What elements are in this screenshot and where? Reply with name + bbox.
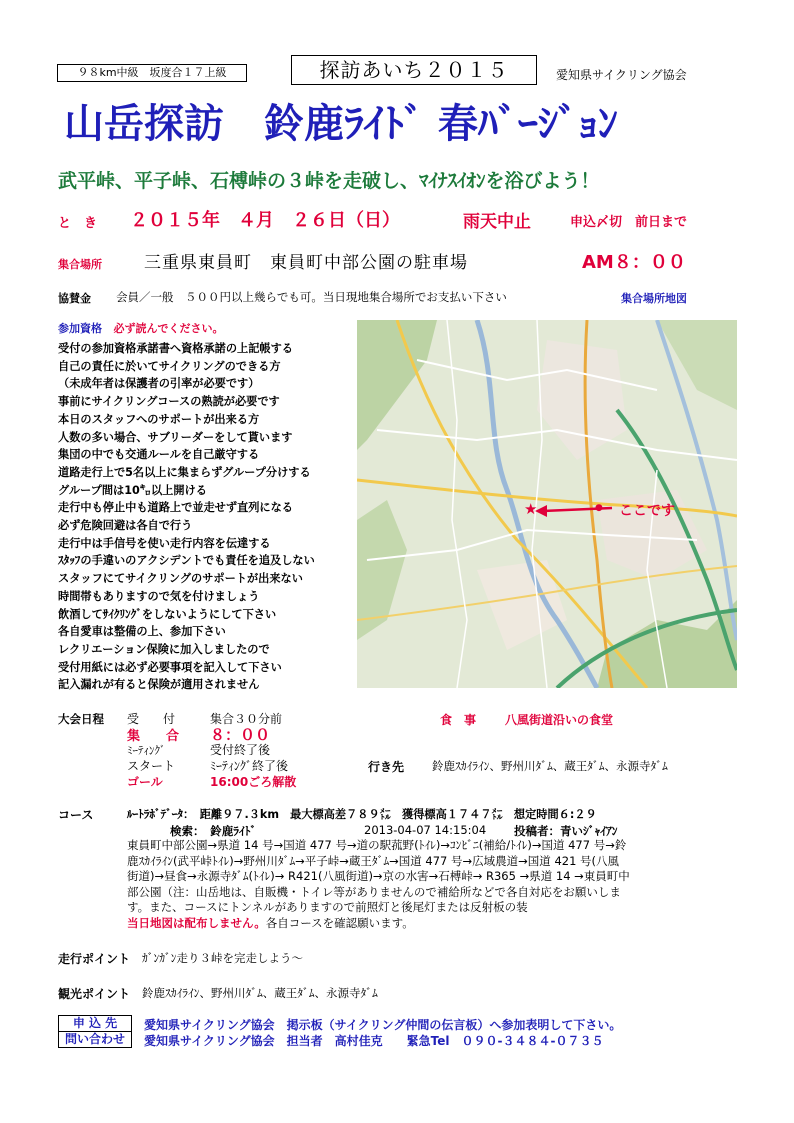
level-text: ９８km中級 坂度合１７上級 bbox=[77, 66, 227, 79]
course-author: 投稿者：青いｼﾞｬｲｱﾝ bbox=[514, 824, 618, 838]
inquiry-label bbox=[58, 1031, 132, 1048]
course-data-line: ﾙｰﾄﾗﾎﾞﾃﾞｰﾀ： 距離９７.３km 最大標高差７８９㍍ 獲得標高１７４７㍍ 想定時間６:２９ bbox=[127, 808, 597, 821]
meeting-time: AM８：００ bbox=[582, 252, 686, 273]
qualification-item: レクリエーション保険に加入しましたので bbox=[58, 642, 270, 656]
apply-label-text: 申 込 先 bbox=[72, 1016, 118, 1030]
event-date: ２０１５年 ４月 ２６日（日） bbox=[130, 210, 400, 231]
qualification-item: 道路走行上で5名以上に集まらずグループ分けする bbox=[58, 465, 311, 479]
start-label: スタート bbox=[127, 759, 176, 773]
map-heading: 集合場所地図 bbox=[621, 292, 687, 305]
apply-text: 愛知県サイクリング協会 掲示板（サイクリング仲間の伝言板）へ参加表明して下さい。 bbox=[144, 1018, 622, 1032]
event-title: 探訪あいち２０１５ bbox=[319, 58, 509, 82]
course-line bbox=[127, 916, 630, 932]
course-line: 東員町中部公園→県道 14 号→国道 477 号→道の駅菰野(ﾄｲﾚ)→ｺﾝﾋﾞﾆ(補給/ﾄｲﾚ)→国道 477 号→鈴 bbox=[127, 838, 627, 852]
qualification-item: 事前にサイクリングコースの熟読が必要です bbox=[58, 395, 280, 409]
no-map-notice: 当日地図は配布しません。 bbox=[127, 915, 266, 930]
meeting-place-star-icon: ★ bbox=[524, 500, 538, 518]
course-label: コース bbox=[58, 808, 94, 822]
qualification-list bbox=[58, 340, 315, 694]
sightseeing-text: 鈴鹿ｽｶｲﾗｲﾝ、野州川ﾀﾞﾑ、蔵王ﾀﾞﾑ、永源寺ﾀﾞﾑ bbox=[142, 986, 378, 1000]
must-read-note: 必ず読んでください。 bbox=[113, 322, 224, 335]
fee-text: 会員／一般 ５００円以上幾らでも可。当日現地集合場所でお支払い下さい bbox=[116, 290, 507, 304]
meeting-label: 集合場所 bbox=[58, 258, 102, 271]
meeting-session-time: 受付終了後 bbox=[210, 743, 271, 757]
map-marker-label: ここです bbox=[619, 503, 675, 519]
fee-label: 協賛金 bbox=[58, 292, 91, 305]
qualification-item: 時間帯もありますので気を付けましょう bbox=[58, 589, 260, 603]
qualification-item: 各自愛車は整備の上、参加下さい bbox=[58, 625, 226, 639]
qualification-item: ｽﾀｯﾌの手違いのアクシデントでも責任を追及しない bbox=[58, 554, 315, 568]
destination-label: 行き先 bbox=[368, 760, 405, 774]
qualification-item: グループ間は10㌔以上開ける bbox=[58, 483, 207, 497]
course-line: 街道)→昼食→永源寺ﾀﾞﾑ(ﾄｲﾚ)→ R421(八風街道)→京の水害→石榑峠→ R365 →県道 14 →東員町中 bbox=[127, 869, 630, 884]
qualification-heading bbox=[58, 320, 224, 336]
qualification-item: 集団の中でも交通ルールを自己厳守する bbox=[58, 448, 260, 462]
qualification-item: 人数の多い場合、サブリーダーをして貰います bbox=[58, 430, 293, 444]
schedule-label: 大会日程 bbox=[58, 712, 104, 726]
qualification-item: （未成年者は保護者の引率が必要です） bbox=[58, 377, 260, 391]
inquiry-label-text: 問い合わせ bbox=[64, 1032, 125, 1046]
destination-text: 鈴鹿ｽｶｲﾗｲﾝ、野州川ﾀﾞﾑ、蔵王ﾀﾞﾑ、永源寺ﾀﾞﾑ bbox=[432, 759, 668, 773]
rain-cancel: 雨天中止 bbox=[463, 212, 531, 232]
association-name: 愛知県サイクリング協会 bbox=[556, 68, 687, 82]
qualification-item: 走行中も停止中も道路上で並走せず直列になる bbox=[58, 501, 293, 515]
qualification-item: 記入漏れが有ると保険が適用されません bbox=[58, 678, 260, 692]
run-point-label: 走行ポイント bbox=[58, 952, 131, 966]
map-graphic bbox=[357, 320, 737, 688]
run-point-text: ｶﾞﾝｶﾞﾝ走り３峠を完走しよう～ bbox=[142, 951, 303, 965]
sightseeing-label: 観光ポイント bbox=[58, 987, 131, 1001]
qualification-item: 受付の参加資格承諾書へ資格承諾の上記帳する bbox=[58, 342, 293, 355]
start-time: ﾐｰﾃｨﾝｸﾞ終了後 bbox=[210, 759, 289, 773]
level-box bbox=[57, 64, 247, 82]
qualification-item: 飲酒してｻｲｸﾘﾝｸﾞをしないようにして下さい bbox=[58, 607, 277, 621]
goal-label: ゴール bbox=[127, 775, 163, 789]
qualification-item: 本日のスタッフへのサポートが出来る方 bbox=[58, 412, 260, 426]
map-pin-icon: ● bbox=[595, 503, 603, 513]
meeting-session-label: ﾐｰﾃｨﾝｸﾞ bbox=[127, 744, 166, 757]
meeting-place: 三重県東員町 東員町中部公園の駐車場 bbox=[144, 253, 468, 273]
course-search-text: 検索： 鈴鹿ﾗｲﾄﾞ bbox=[170, 824, 257, 838]
qualification-item: 走行中は手信号を使い走行内容を伝達する bbox=[58, 536, 271, 550]
page-title: 山岳探訪 鈴鹿ﾗｲﾄﾞ 春ﾊﾞｰｼﾞｮﾝ bbox=[64, 101, 618, 147]
course-line: 鹿ｽｶｲﾗｲﾝ(武平峠ﾄｲﾚ)→野州川ﾀﾞﾑ→平子峠→蔵王ﾀﾞﾑ→国道 477 号→広域農道→国道 421 号(八風 bbox=[127, 853, 620, 868]
meal-label: 食 事 bbox=[440, 713, 477, 727]
reception-time: 集合３０分前 bbox=[210, 712, 283, 726]
meal-text: 八風街道沿いの食堂 bbox=[505, 713, 614, 727]
gather-time: ８：００ bbox=[210, 726, 271, 744]
course-date: 2013-04-07 14:15:04 bbox=[364, 823, 487, 837]
qualification-item: スタッフにてサイクリングのサポートが出来ない bbox=[58, 572, 303, 586]
course-check-note: 各自コースを確認願います。 bbox=[265, 915, 414, 930]
subtitle: 武平峠、平子峠、石榑峠の３峠を走破し、ﾏｲﾅｽｲｵﾝを浴びよう！ bbox=[58, 170, 600, 192]
event-box bbox=[291, 55, 537, 85]
goal-time: 16:00ごろ解散 bbox=[210, 775, 297, 789]
gather-label: 集 合 bbox=[127, 729, 180, 744]
reception-label: 受 付 bbox=[127, 712, 176, 726]
qualification-item: 受付用紙には必ず必要事項を記入して下さい bbox=[58, 660, 282, 674]
meeting-place-map[interactable] bbox=[357, 320, 737, 688]
course-line: 部公園（注：山岳地は、自販機・トイレ等がありませんので補給所などで各自対応をお願いしま bbox=[127, 884, 621, 899]
qualification-item: 自己の責任に於いてサイクリングのできる方 bbox=[58, 359, 281, 373]
course-line: す。また、コースにトンネルがありますので前照灯と後尾灯または反射板の装 bbox=[127, 900, 528, 915]
application-deadline: 申込〆切 前日まで bbox=[570, 215, 688, 230]
qualification-title: 参加資格 bbox=[58, 322, 102, 335]
qualification-item: 必ず危険回避は各自で行う bbox=[58, 519, 193, 533]
inquiry-text: 愛知県サイクリング協会 担当者 高村佳克 緊急Tel ０９０-３４８４-０７３５ bbox=[144, 1034, 604, 1048]
course-description bbox=[127, 838, 630, 932]
apply-label bbox=[58, 1015, 132, 1032]
date-label: と き bbox=[58, 216, 98, 231]
